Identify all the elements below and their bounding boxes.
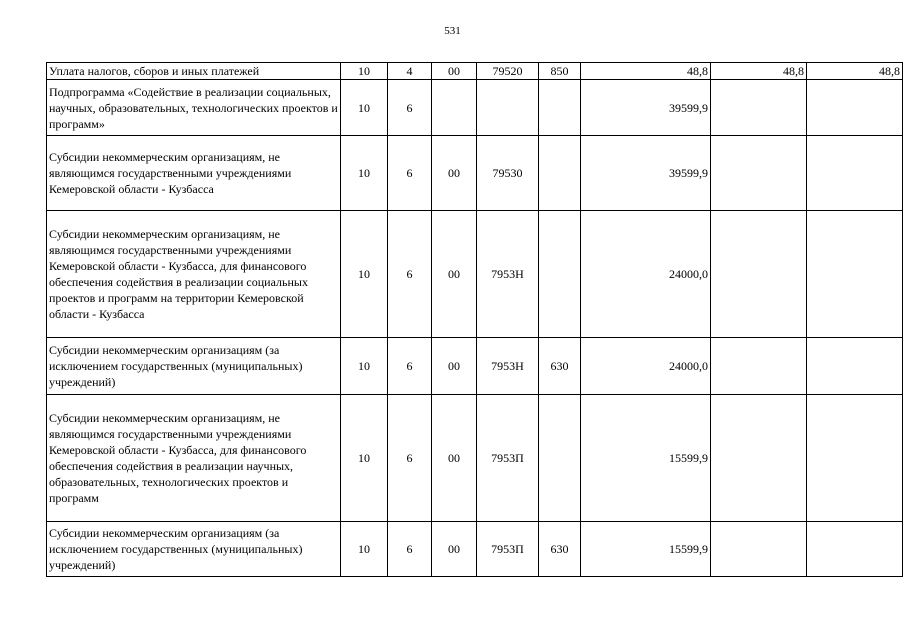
section-code: 10 <box>341 395 388 522</box>
amount-year-3 <box>807 338 903 395</box>
program-code <box>432 80 477 136</box>
row-name: Уплата налогов, сборов и иных платежей <box>47 63 341 80</box>
subsection-code: 6 <box>388 211 432 338</box>
amount-year-2 <box>711 136 807 211</box>
section-code: 10 <box>341 136 388 211</box>
amount-year-2 <box>711 80 807 136</box>
article-code: 7953Н <box>477 211 539 338</box>
expense-type-code <box>539 395 581 522</box>
amount-year-2: 48,8 <box>711 63 807 80</box>
program-code: 00 <box>432 522 477 577</box>
amount-year-3 <box>807 211 903 338</box>
section-code: 10 <box>341 211 388 338</box>
article-code: 7953П <box>477 395 539 522</box>
expense-type-code: 850 <box>539 63 581 80</box>
subsection-code: 6 <box>388 136 432 211</box>
subsection-code: 6 <box>388 338 432 395</box>
article-code: 7953П <box>477 522 539 577</box>
amount-year-1: 15599,9 <box>581 522 711 577</box>
expense-type-code <box>539 80 581 136</box>
table-row <box>47 80 903 136</box>
amount-year-1: 24000,0 <box>581 338 711 395</box>
amount-year-2 <box>711 522 807 577</box>
amount-year-3 <box>807 395 903 522</box>
program-code: 00 <box>432 136 477 211</box>
amount-year-3: 48,8 <box>807 63 903 80</box>
row-name: Субсидии некоммерческим организациям (за исключением государственных (муниципальных) учреждений) <box>47 338 341 395</box>
program-code: 00 <box>432 338 477 395</box>
amount-year-2 <box>711 395 807 522</box>
subsection-code: 6 <box>388 80 432 136</box>
article-code: 79530 <box>477 136 539 211</box>
row-name: Подпрограмма «Содействие в реализации социальных, научных, образовательных, технологических проектов и программ» <box>47 80 341 136</box>
amount-year-1: 48,8 <box>581 63 711 80</box>
expense-type-code <box>539 211 581 338</box>
table-row <box>47 63 903 80</box>
program-code: 00 <box>432 395 477 522</box>
program-code: 00 <box>432 211 477 338</box>
subsection-code: 4 <box>388 63 432 80</box>
amount-year-3 <box>807 80 903 136</box>
table-row <box>47 211 903 338</box>
amount-year-1: 39599,9 <box>581 80 711 136</box>
amount-year-3 <box>807 136 903 211</box>
article-code <box>477 80 539 136</box>
table-row <box>47 522 903 577</box>
article-code: 79520 <box>477 63 539 80</box>
article-code: 7953Н <box>477 338 539 395</box>
page-number: 531 <box>444 25 461 37</box>
section-code: 10 <box>341 338 388 395</box>
row-name: Субсидии некоммерческим организациям, не являющимся государственными учреждениями Кемеровской области - Кузбасса <box>47 136 341 211</box>
subsection-code: 6 <box>388 522 432 577</box>
table-row <box>47 395 903 522</box>
amount-year-1: 39599,9 <box>581 136 711 211</box>
subsection-code: 6 <box>388 395 432 522</box>
table-row <box>47 338 903 395</box>
amount-year-1: 15599,9 <box>581 395 711 522</box>
expense-type-code: 630 <box>539 522 581 577</box>
amount-year-3 <box>807 522 903 577</box>
section-code: 10 <box>341 522 388 577</box>
program-code: 00 <box>432 63 477 80</box>
amount-year-1: 24000,0 <box>581 211 711 338</box>
section-code: 10 <box>341 63 388 80</box>
row-name: Субсидии некоммерческим организациям (за исключением государственных (муниципальных) учреждений) <box>47 522 341 577</box>
expense-type-code: 630 <box>539 338 581 395</box>
budget-table <box>46 62 903 577</box>
row-name: Субсидии некоммерческим организациям, не являющимся государственными учреждениями Кемеровской области - Кузбасса, для финансового обеспечения содействия в реализации научных, образовательных, технологических проектов и программ <box>47 395 341 522</box>
amount-year-2 <box>711 338 807 395</box>
table-row <box>47 136 903 211</box>
row-name: Субсидии некоммерческим организациям, не являющимся государственными учреждениями Кемеровской области - Кузбасса, для финансового обеспечения содействия в реализации социальных проектов и программ на территории Кемеровской области - Кузбасса <box>47 211 341 338</box>
section-code: 10 <box>341 80 388 136</box>
amount-year-2 <box>711 211 807 338</box>
expense-type-code <box>539 136 581 211</box>
